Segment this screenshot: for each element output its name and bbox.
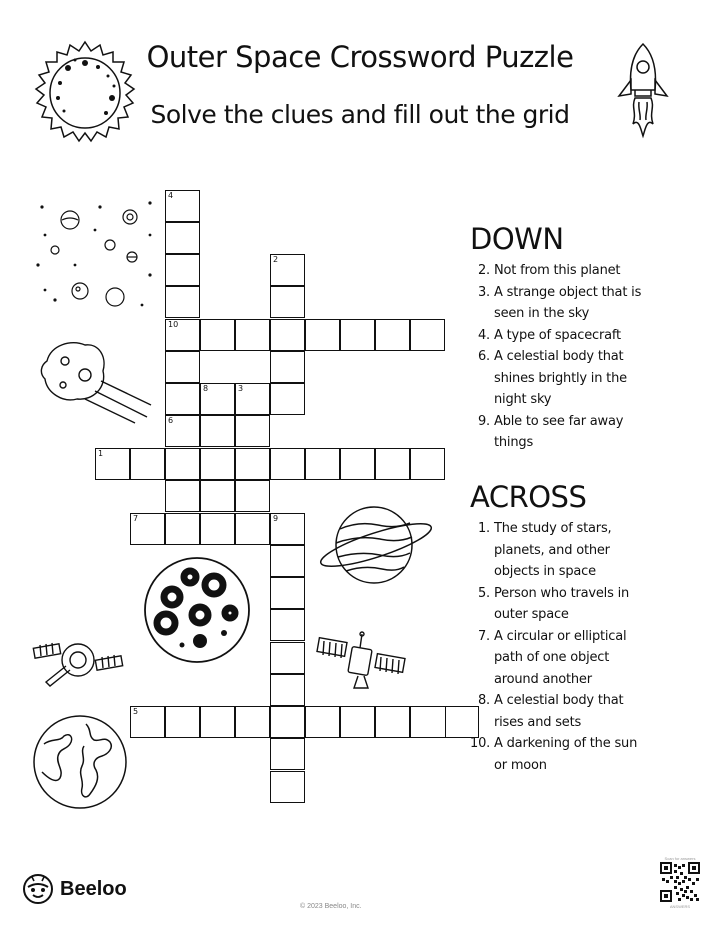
- cell-number: 10: [168, 320, 179, 329]
- cell-number: 6: [168, 416, 174, 425]
- crossword-cell[interactable]: [270, 738, 305, 770]
- qr-module: [684, 876, 687, 879]
- qr-module: [682, 894, 685, 897]
- qr-module: [686, 896, 689, 899]
- crossword-cell[interactable]: [375, 706, 410, 738]
- crossword-cell[interactable]: [235, 319, 270, 351]
- clue-number: 4.: [477, 327, 490, 343]
- crossword-cell[interactable]: [340, 319, 375, 351]
- clue-text: A type of spacecraft: [494, 327, 621, 343]
- down-clue-6: [470, 346, 649, 411]
- qr-module: [674, 880, 677, 883]
- crossword-cell[interactable]: [200, 448, 235, 480]
- crossword-cell[interactable]: [270, 319, 305, 351]
- clue-text: A circular or elliptical path of one object around another: [494, 628, 627, 687]
- clue-text: The study of stars, planets, and other objects in space: [494, 521, 612, 579]
- qr-module: [684, 890, 687, 893]
- crossword-cell[interactable]: [270, 706, 305, 738]
- asteroid-icon: [35, 335, 155, 425]
- crossword-cell[interactable]: [165, 706, 200, 738]
- crossword-cell[interactable]: [165, 319, 200, 351]
- earth-icon: [30, 712, 130, 812]
- qr-module: [676, 876, 679, 879]
- crossword-cell[interactable]: [305, 448, 340, 480]
- qr-module: [692, 882, 695, 885]
- crossword-cell[interactable]: [305, 706, 340, 738]
- clue-number: 6.: [477, 349, 490, 364]
- qr-module: [674, 886, 677, 889]
- cell-number: 8: [203, 384, 209, 393]
- across-heading: ACROSS: [470, 480, 587, 514]
- across-section: [470, 480, 649, 776]
- crossword-cell[interactable]: [200, 513, 235, 545]
- crossword-cell[interactable]: [410, 319, 445, 351]
- qr-module: [696, 878, 699, 881]
- crossword-cell[interactable]: [200, 319, 235, 351]
- qr-module: [694, 894, 697, 897]
- qr-module: [696, 898, 699, 901]
- clue-text: Not from this planet: [494, 263, 621, 278]
- qr-module: [690, 890, 693, 893]
- across-clue-1: [470, 518, 649, 583]
- crossword-cell[interactable]: [270, 254, 305, 286]
- down-clue-4: [470, 325, 649, 347]
- crossword-cell[interactable]: [340, 448, 375, 480]
- crossword-cell[interactable]: [200, 706, 235, 738]
- down-clue-3: [470, 282, 649, 325]
- moon-craters-icon: [142, 555, 252, 665]
- qr-module: [678, 866, 681, 869]
- qr-module: [676, 892, 679, 895]
- planet-ringed-icon: [318, 495, 438, 595]
- crossword-cell[interactable]: [200, 415, 235, 447]
- copyright: © 2023 Beeloo, Inc.: [300, 903, 362, 910]
- qr-module: [674, 864, 677, 867]
- down-section: [470, 222, 649, 454]
- cell-number: 5: [133, 707, 139, 716]
- crossword-cell[interactable]: [165, 480, 200, 512]
- crossword-cell[interactable]: [165, 222, 200, 254]
- page-title: Outer Space Crossword Puzzle: [146, 40, 574, 74]
- crossword-cell[interactable]: [165, 286, 200, 318]
- clue-text: A celestial body that shines brightly in the night sky: [494, 349, 627, 407]
- clue-number: 3.: [477, 284, 490, 300]
- crossword-cell[interactable]: [235, 480, 270, 512]
- crossword-cell[interactable]: [165, 351, 200, 383]
- qr-module: [678, 882, 681, 885]
- clue-text: A strange object that is seen in the sky: [494, 284, 642, 321]
- cell-number: 2: [273, 255, 279, 264]
- clue-text: A celestial body that rises and sets: [494, 693, 624, 730]
- qr-module: [664, 894, 668, 898]
- crossword-cell[interactable]: [270, 577, 305, 609]
- qr-module: [682, 864, 685, 867]
- crossword-cell[interactable]: [340, 706, 375, 738]
- crossword-cell[interactable]: [270, 513, 305, 545]
- qr-module: [680, 872, 683, 875]
- crossword-cell[interactable]: [130, 706, 165, 738]
- crossword-cell[interactable]: [165, 254, 200, 286]
- crossword-cell[interactable]: [200, 480, 235, 512]
- qr-module: [692, 866, 696, 870]
- cell-number: 7: [133, 514, 139, 523]
- clue-number: 7.: [477, 628, 490, 644]
- crossword-cell[interactable]: [270, 609, 305, 641]
- crossword-cell[interactable]: [165, 383, 200, 415]
- qr-module: [666, 880, 669, 883]
- clue-number: 9.: [477, 413, 490, 429]
- crossword-cell[interactable]: [270, 642, 305, 674]
- crossword-cell[interactable]: [270, 771, 305, 803]
- qr-module: [670, 876, 673, 879]
- cell-number: 4: [168, 191, 174, 200]
- qr-module: [664, 866, 668, 870]
- clue-number: 5.: [477, 585, 490, 601]
- qr-module: [680, 888, 683, 891]
- crossword-cell[interactable]: [235, 513, 270, 545]
- crossword-cell[interactable]: [165, 190, 200, 222]
- across-clue-10: [470, 733, 649, 776]
- crossword-cell[interactable]: [165, 448, 200, 480]
- crossword-cell[interactable]: [270, 545, 305, 577]
- satellite-icon: [314, 630, 409, 690]
- down-clue-2: [470, 260, 649, 282]
- crossword-cell[interactable]: [270, 674, 305, 706]
- page-subtitle: Solve the clues and fill out the grid: [150, 100, 570, 129]
- down-heading: DOWN: [470, 222, 564, 256]
- across-clue-7: [470, 626, 649, 691]
- qr-module: [688, 878, 691, 881]
- crossword-cell[interactable]: [200, 383, 235, 415]
- qr-module: [682, 880, 685, 883]
- qr-code-icon[interactable]: [660, 862, 700, 902]
- qr-caption-top: Scan for answers: [664, 856, 696, 861]
- crossword-cell[interactable]: [410, 706, 447, 738]
- cell-number: 9: [273, 514, 279, 523]
- stars-icon: [30, 195, 160, 315]
- crossword-cell[interactable]: [235, 415, 270, 447]
- crossword-cell[interactable]: [165, 415, 200, 447]
- clue-text: Able to see far away things: [494, 413, 624, 450]
- cell-number: 3: [238, 384, 244, 393]
- brand-name: Beeloo: [60, 877, 127, 900]
- across-clue-8: [470, 690, 649, 733]
- clue-number: 2.: [477, 263, 490, 278]
- crossword-cell[interactable]: [235, 448, 270, 480]
- crossword-cell[interactable]: [270, 351, 305, 383]
- clue-number: 8.: [477, 693, 490, 708]
- crossword-cell[interactable]: [130, 448, 165, 480]
- crossword-cell[interactable]: [270, 448, 305, 480]
- sun-icon: [30, 38, 140, 148]
- qr-module: [662, 878, 665, 881]
- clue-text: Person who travels in outer space: [494, 585, 630, 622]
- crossword-cell[interactable]: [95, 448, 130, 480]
- clue-number: 1.: [477, 521, 490, 536]
- crossword-cell[interactable]: [375, 319, 410, 351]
- clue-text: A darkening of the sun or moon: [494, 736, 638, 773]
- crossword-cell[interactable]: [235, 383, 270, 415]
- crossword-cell[interactable]: [165, 513, 200, 545]
- brand: [22, 873, 127, 905]
- crossword-cell[interactable]: [270, 286, 305, 318]
- crossword-cell[interactable]: [270, 383, 305, 415]
- clue-number: 10.: [470, 736, 491, 751]
- crossword-cell[interactable]: [305, 319, 340, 351]
- crossword-cell[interactable]: [410, 448, 445, 480]
- rocket-icon: [613, 40, 673, 140]
- down-clue-9: [470, 411, 649, 454]
- across-clue-5: [470, 583, 649, 626]
- crossword-cell[interactable]: [130, 513, 165, 545]
- bee-logo-icon: [22, 873, 54, 905]
- qr-module: [678, 898, 681, 901]
- qr-module: [674, 870, 677, 873]
- cell-number: 1: [98, 449, 104, 458]
- crossword-cell[interactable]: [375, 448, 410, 480]
- qr-module: [686, 886, 689, 889]
- qr-module: [690, 898, 693, 901]
- qr-caption-bottom: ANSWERS: [669, 904, 691, 909]
- satellite-icon-small: [30, 630, 125, 690]
- crossword-cell[interactable]: [235, 706, 270, 738]
